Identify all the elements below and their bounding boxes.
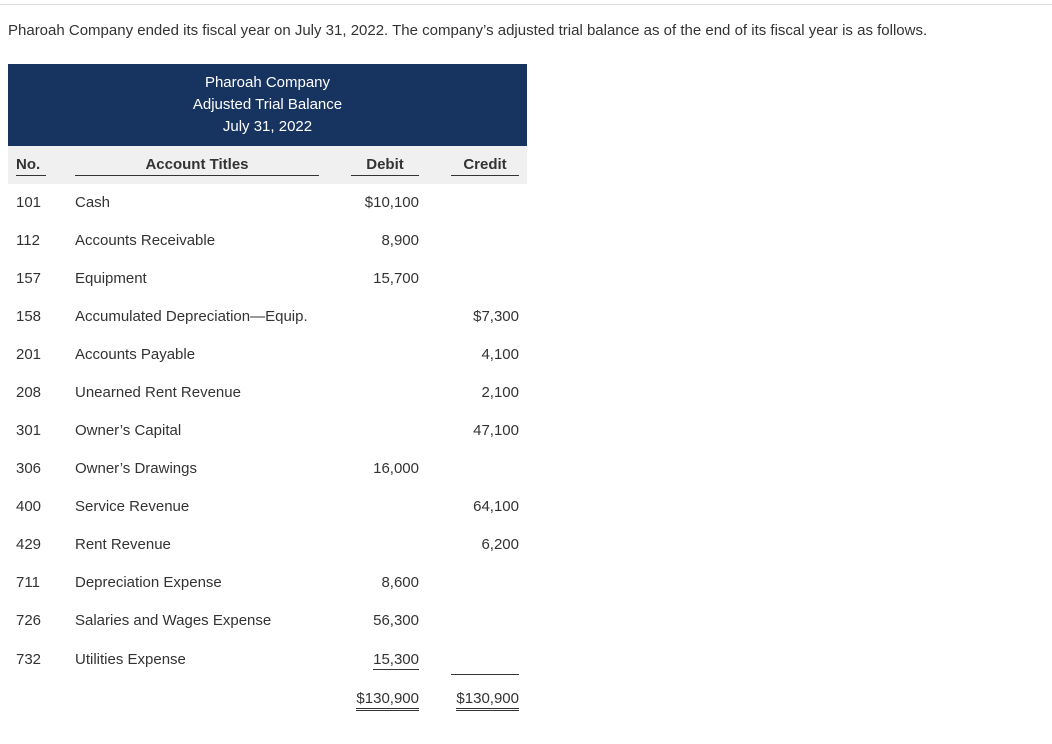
table-row (8, 647, 527, 677)
credit-cell (451, 346, 519, 363)
account-title: Equipment (75, 270, 147, 287)
account-title: Owner’s Drawings (75, 460, 197, 477)
account-title: Accounts Receivable (75, 232, 216, 249)
total-credit (451, 690, 519, 707)
debit-amount: 8,600 (381, 574, 419, 591)
account-title: Salaries and Wages Expense (75, 612, 272, 629)
account-title: Depreciation Expense (75, 574, 222, 591)
table-row (8, 266, 527, 296)
statement-date: July 31, 2022 (222, 118, 313, 135)
table-row (8, 380, 527, 410)
table-row (8, 456, 527, 486)
debit-cell (351, 574, 419, 591)
total-credit-value: $130,900 (456, 690, 519, 711)
table-row (8, 570, 527, 600)
debit-cell (351, 194, 419, 211)
credit-amount: 4,100 (481, 346, 519, 363)
debit-cell (351, 232, 419, 249)
table-row (8, 228, 527, 258)
account-number: 201 (16, 346, 42, 363)
account-number: 101 (16, 194, 42, 211)
debit-amount: 15,300 (373, 651, 419, 668)
credit-cell (451, 384, 519, 401)
total-debit-value: $130,900 (356, 690, 419, 711)
credit-cell (451, 536, 519, 553)
credit-amount: $7,300 (473, 308, 519, 325)
debit-cell (351, 270, 419, 287)
account-title: Cash (75, 194, 111, 211)
table-row (8, 304, 527, 334)
debit-cell (351, 612, 419, 629)
account-number: 726 (16, 612, 42, 629)
account-title: Accounts Payable (75, 346, 196, 363)
credit-amount: 6,200 (481, 536, 519, 553)
debit-amount: 16,000 (373, 460, 419, 477)
debit-amount: 8,900 (381, 232, 419, 249)
credit-cell (451, 422, 519, 439)
credit-cell (451, 498, 519, 515)
table-row (8, 418, 527, 448)
account-title: Accumulated Depreciation—Equip. (75, 308, 308, 325)
debit-amount: $10,100 (364, 194, 419, 211)
company-name: Pharoah Company (204, 74, 331, 91)
account-number: 306 (16, 460, 42, 477)
credit-cell (451, 308, 519, 325)
account-number: 711 (16, 574, 40, 591)
debit-cell (351, 651, 419, 668)
account-number: 157 (16, 270, 42, 287)
credit-amount: 47,100 (473, 422, 519, 439)
header-no: No. (16, 156, 46, 176)
header-account-titles: Account Titles (75, 156, 319, 176)
account-number: 208 (16, 384, 42, 401)
debit-cell (351, 460, 419, 477)
trial-balance-banner (8, 64, 527, 146)
intro-text: Pharoah Company ended its fiscal year on July 31, 2022. The company’s adjusted trial balance as of the end of its fiscal year is as follows. (8, 22, 928, 39)
account-title: Owner’s Capital (75, 422, 182, 439)
debit-amount: 56,300 (373, 612, 419, 629)
total-debit (351, 690, 419, 707)
account-number: 400 (16, 498, 42, 515)
header-credit: Credit (451, 156, 519, 176)
debit-amount: 15,700 (373, 270, 419, 287)
table-row (8, 190, 527, 220)
table-row (8, 342, 527, 372)
credit-amount: 64,100 (473, 498, 519, 515)
table-row (8, 494, 527, 524)
account-title: Service Revenue (75, 498, 190, 515)
account-number: 301 (16, 422, 42, 439)
credit-amount: 2,100 (481, 384, 519, 401)
table-row (8, 532, 527, 562)
account-number: 732 (16, 651, 42, 668)
account-number: 158 (16, 308, 42, 325)
credit-subtotal-rule (451, 674, 519, 675)
table-row (8, 608, 527, 638)
account-number: 112 (16, 232, 40, 249)
top-divider (0, 4, 1052, 5)
statement-title: Adjusted Trial Balance (192, 96, 343, 113)
account-title: Utilities Expense (75, 651, 186, 668)
header-debit: Debit (351, 156, 419, 176)
account-title: Rent Revenue (75, 536, 171, 553)
account-title: Unearned Rent Revenue (75, 384, 241, 401)
column-header-row (8, 146, 527, 184)
account-number: 429 (16, 536, 42, 553)
